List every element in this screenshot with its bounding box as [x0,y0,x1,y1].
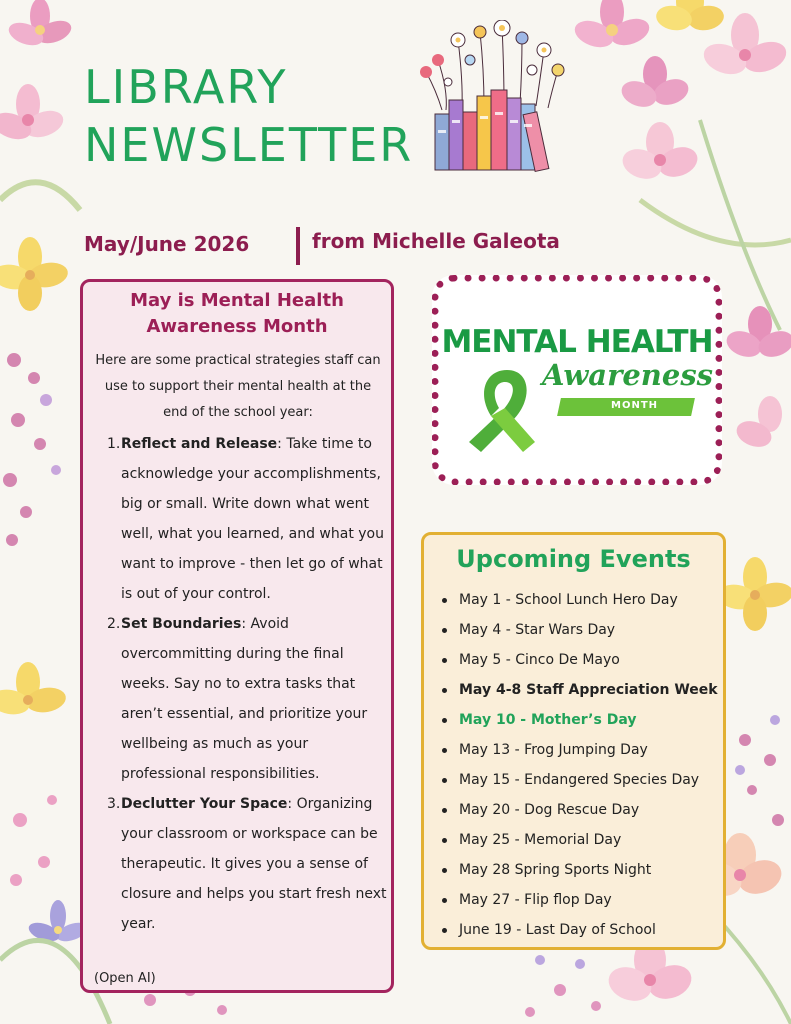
strategy-heading: Set Boundaries [121,616,242,632]
strategy-text: : Avoid overcommitting during the final weeks. Say no to extra tasks that aren’t essential, and prioritize your wellbeing as much as your professional responsibilities. [121,616,368,782]
strategy-text: : Organizing your classroom or workspace can be therapeutic. It gives you a sense of closure and helps you start fresh next year. [121,796,387,932]
books-flowers-illustration [418,20,576,178]
list-item [93,429,387,609]
list-item: May 10 - Mother’s Day [438,705,721,735]
article-intro: Here are some practical strategies staff can use to support their mental health at the end of the school year: [95,353,381,420]
list-number: 1 . [107,429,120,459]
article-title-line2: Awareness Month [146,316,328,337]
list-item: May 25 - Memorial Day [438,825,721,855]
issue-date: May/June 2026 [84,232,250,256]
events-list [438,585,721,945]
strategy-heading: Reflect and Release [121,436,278,452]
newsletter-title [84,58,413,175]
title-line-newsletter: NEWSLETTER [84,118,414,173]
title-line-library: LIBRARY [84,60,288,114]
list-item: June 19 - Last Day of School [438,915,721,945]
list-item: May 20 - Dog Rescue Day [438,795,721,825]
list-item: May 28 Spring Sports Night [438,855,721,885]
list-item: May 5 - Cinco De Mayo [438,645,721,675]
badge-headline: MENTAL HEALTH [441,324,713,360]
awareness-ribbon-icon [461,364,551,456]
list-item: May 1 - School Lunch Hero Day [438,585,721,615]
list-number: 2 . [107,609,120,639]
article-source: (Open AI) [94,971,156,986]
mental-health-article [80,279,394,993]
list-number: 3 . [107,789,120,819]
mental-health-awareness-badge [432,275,722,485]
strategy-text: : Take time to acknowledge your accomplishments, big or small. Write down what went well, what you learned, and what you want to improve - then let go of what is out of your control. [121,436,384,602]
badge-month-text: MONTH [611,400,659,411]
list-item: May 13 - Frog Jumping Day [438,735,721,765]
upcoming-events-box [421,532,726,950]
list-item [93,789,387,939]
list-item: May 4 - Star Wars Day [438,615,721,645]
strategies-list [93,429,387,939]
list-item: May 4-8 Staff Appreciation Week [438,675,721,705]
article-title-line1: May is Mental Health [130,290,344,311]
author-byline: from Michelle Galeota [312,229,560,253]
events-title: Upcoming Events [456,545,691,573]
list-item: May 27 - Flip flop Day [438,885,721,915]
header-divider [296,227,300,265]
strategy-heading: Declutter Your Space [121,796,288,812]
list-item [93,609,387,789]
article-title [83,288,391,340]
badge-awareness-text: Awareness [542,358,713,392]
list-item: May 15 - Endangered Species Day [438,765,721,795]
